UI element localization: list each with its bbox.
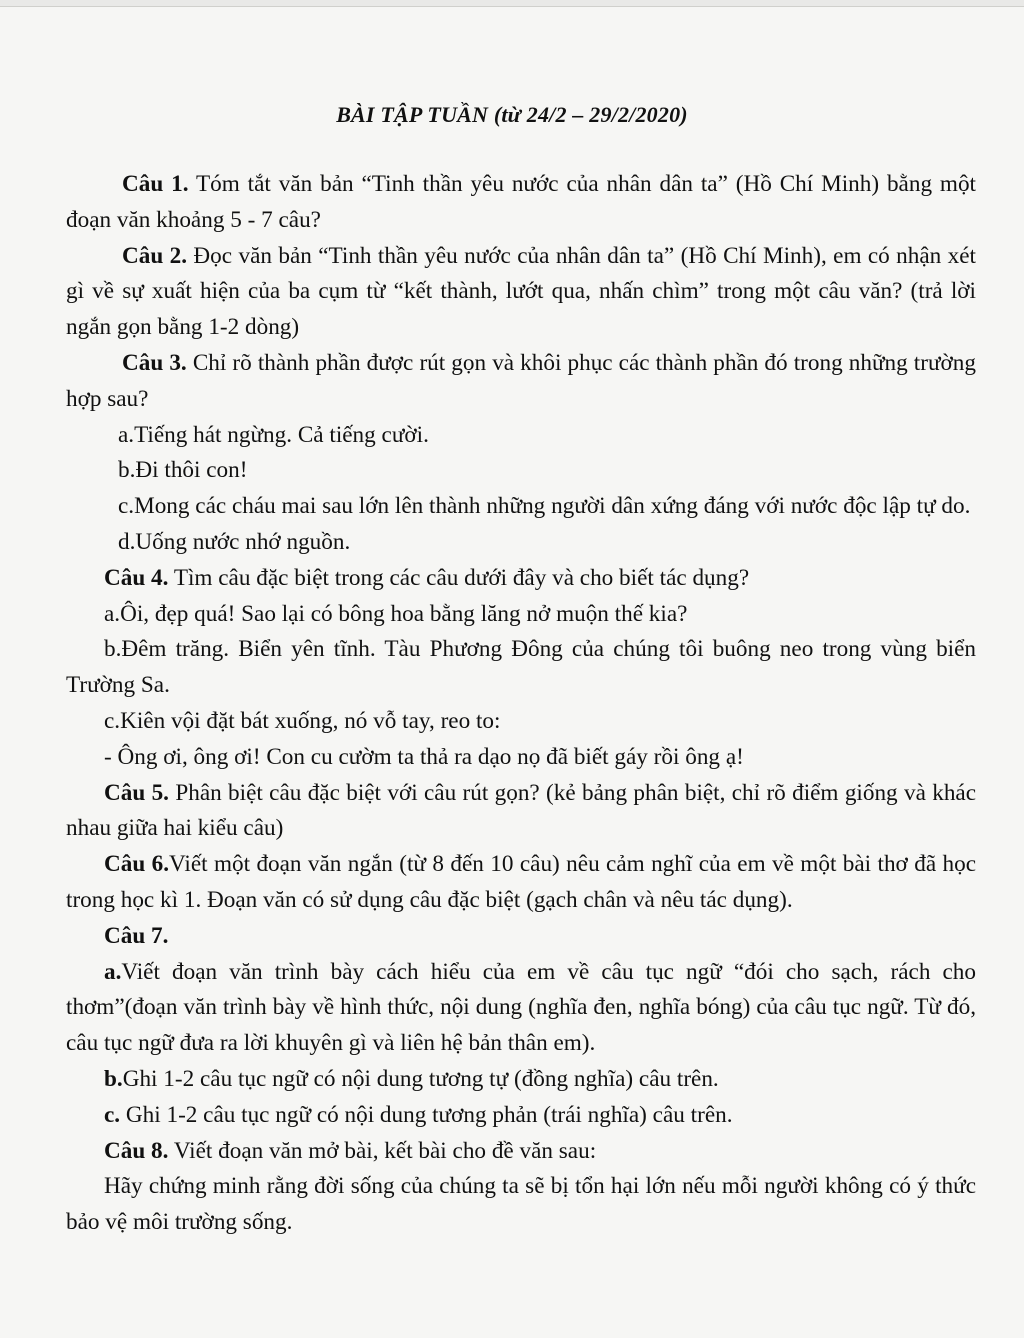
question-4-label: Câu 4. xyxy=(104,564,169,591)
question-7 xyxy=(66,919,976,955)
question-4-item-c: c.Kiên vội đặt bát xuống, nó vỗ tay, reo to: xyxy=(104,707,501,734)
document-page xyxy=(0,6,1024,1338)
question-6-label: Câu 6. xyxy=(104,851,170,878)
question-7-label: Câu 7. xyxy=(104,922,169,949)
question-4-text: Tìm câu đặc biệt trong các câu dưới đây và cho biết tác dụng? xyxy=(168,564,750,591)
question-4 xyxy=(66,561,976,597)
question-3-item-d: d.Uống nước nhớ nguồn. xyxy=(118,528,351,555)
question-3-text: Chỉ rõ thành phần được rút gọn và khôi phục các thành phần đó trong những trường hợp sau? xyxy=(66,349,976,412)
question-4-item-d: - Ông ơi, ông ơi! Con cu cườm ta thả ra dạo nọ đã biết gáy rồi ông ạ! xyxy=(104,743,744,770)
question-3-label: Câu 3. xyxy=(122,349,187,376)
question-5-label: Câu 5. xyxy=(104,779,169,806)
question-3-item-a: a.Tiếng hát ngừng. Cả tiếng cười. xyxy=(118,421,429,448)
question-8-prompt: Hãy chứng minh rằng đời sống của chúng ta sẽ bị tổn hại lớn nếu mỗi người không có ý thức bảo vệ môi trường sống. xyxy=(66,1173,976,1236)
question-4-item-b: b.Đêm trăng. Biển yên tĩnh. Tàu Phương Đông của chúng tôi buông neo trong vùng biển Trường Sa. xyxy=(66,636,976,699)
exercise-content xyxy=(66,167,976,1241)
question-8-label: Câu 8. xyxy=(104,1137,169,1164)
question-2-label: Câu 2. xyxy=(122,242,188,269)
question-7-c-label: c. xyxy=(104,1101,121,1128)
question-5-text: Phân biệt câu đặc biệt với câu rút gọn? (kẻ bảng phân biệt, chỉ rõ điểm giống và khác nhau giữa hai kiểu câu) xyxy=(66,779,976,842)
question-4-item-a: a.Ôi, đẹp quá! Sao lại có bông hoa bằng lăng nở muộn thế kia? xyxy=(104,600,688,627)
question-7-part-c xyxy=(66,1098,976,1134)
question-7-a-label: a. xyxy=(104,958,122,985)
question-3-item-b: b.Đi thôi con! xyxy=(118,457,248,484)
question-1-label: Câu 1. xyxy=(122,171,189,197)
question-8-text: Viết đoạn văn mở bài, kết bài cho đề văn sau: xyxy=(168,1137,597,1164)
question-7-b-label: b. xyxy=(104,1065,123,1092)
question-2-text: Đọc văn bản “Tinh thần yêu nước của nhân dân ta” (Hồ Chí Minh), em có nhận xét gì về sự xuất hiện của ba cụm từ “kết thành, lướt qua, nhấn chìm” trong một câu văn? (trả lời ngắn gọn bằng 1-2 dòng) xyxy=(66,242,976,341)
question-6 xyxy=(66,847,976,919)
page-title: BÀI TẬP TUẦN (từ 24/2 – 29/2/2020) xyxy=(336,102,688,127)
question-7-part-b xyxy=(66,1062,976,1098)
question-7-a-text: Viết đoạn văn trình bày cách hiểu của em về câu tục ngữ “đói cho sạch, rách cho thơm”(đoạn văn trình bày về hình thức, nội dung (nghĩa đen, nghĩa bóng) của câu tục ngữ. Từ đó, câu tục ngữ đưa ra lời khuyên gì và liên hệ bản thân em). xyxy=(66,958,976,1057)
question-7-b-text: Ghi 1-2 câu tục ngữ có nội dung tương tự (đồng nghĩa) câu trên. xyxy=(122,1065,719,1092)
question-3 xyxy=(66,346,976,418)
question-6-text: Viết một đoạn văn ngắn (từ 8 đến 10 câu) nêu cảm nghĩ của em về một bài thơ đã học trong học kì 1. Đoạn văn có sử dụng câu đặc biệt (gạch chân và nêu tác dụng). xyxy=(66,851,976,913)
question-1-text: Tóm tắt văn bản “Tinh thần yêu nước của nhân dân ta” (Hồ Chí Minh) bằng một đoạn văn khoảng 5 - 7 câu? xyxy=(66,171,976,233)
question-3-item-c: c.Mong các cháu mai sau lớn lên thành những người dân xứng đáng với nước độc lập tự do. xyxy=(118,493,971,520)
question-5 xyxy=(66,776,976,848)
question-8 xyxy=(66,1134,976,1170)
question-7-c-text: Ghi 1-2 câu tục ngữ có nội dung tương phản (trái nghĩa) câu trên. xyxy=(120,1101,733,1128)
question-7-part-a xyxy=(66,955,976,1062)
question-1 xyxy=(66,167,976,239)
question-2 xyxy=(66,239,976,346)
